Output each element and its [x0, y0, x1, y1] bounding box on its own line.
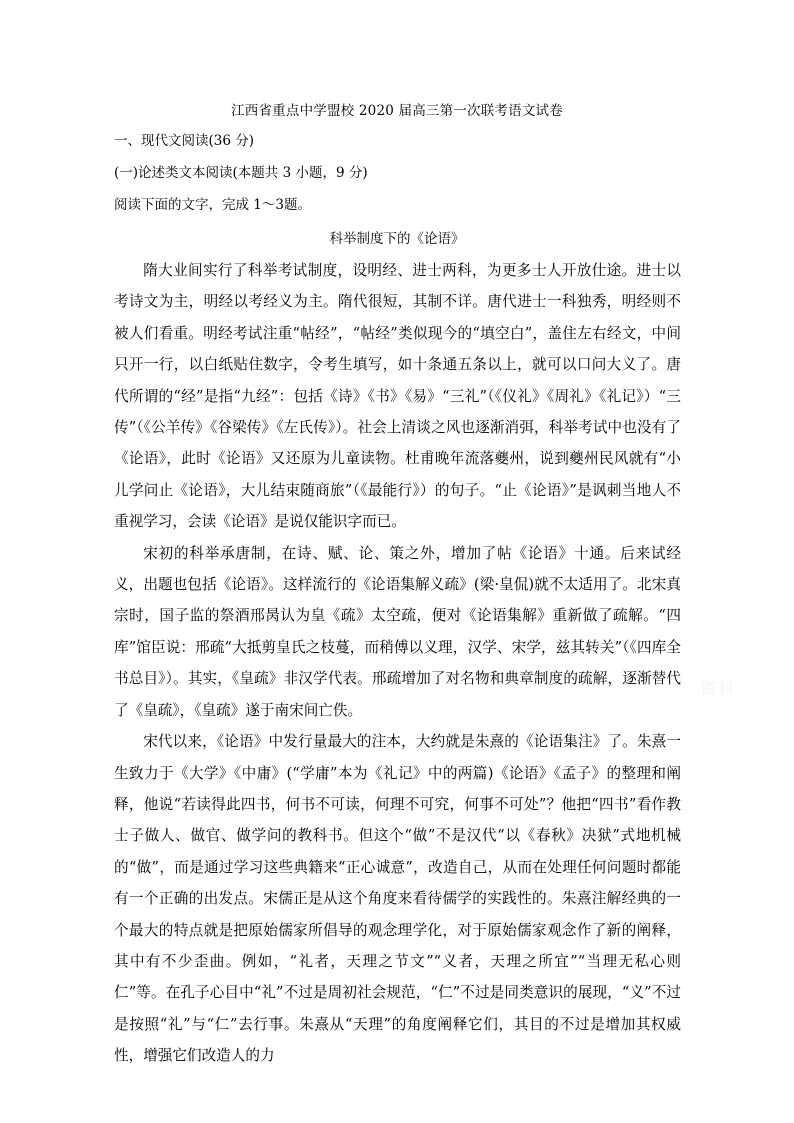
- exam-title: 江西省重点中学盟校 2020 届高三第一次联考语文试卷: [231, 103, 563, 119]
- article-body: [114, 255, 681, 1072]
- paragraph: 隋大业间实行了科举考试制度，设明经、进士两科，为更多士人开放仕途。进士以考诗文为主，明经以考经义为主。隋代很短，其制不详。唐代进士一科独秀，明经则不被人们看重。明经考试注重“帖经”，“帖经”类似现今的“填空白”，盖住左右经文，中间只开一行，以白纸贴住数字，令考生填写，如十条通五条以上，就可以口问大义了。唐代所谓的“经”是指“九经”：包括《诗》《书》《易》“三礼”（《仪礼》《周礼》《礼记》）“三传”（《公羊传》《谷梁传》《左氏传》）。社会上清谈之风也逐渐消弭，科举考试中也没有了《论语》，此时《论语》又还原为儿童读物。杜甫晚年流落夔州，说到夔州民风就有“小儿学问止《论语》，大儿结束随商旅”（《最能行》）的句子。“止《论语》”是讽刺当地人不重视学习，会读《论语》是说仅能识字而已。: [114, 262, 681, 531]
- instruction: 阅读下面的文字，完成 1～3题。: [114, 197, 311, 213]
- section-heading: 一、现代文阅读(36 分): [114, 133, 255, 149]
- watermark: 资料: [700, 679, 737, 698]
- paragraph: 宋代以来，《论语》中发行量最大的注本，大约就是朱熹的《论语集注》了。朱熹一生致力于《大学》《中庸》(“学庸”本为《礼记》中的两篇)《论语》《孟子》的整理和阐释，他说“若读得此四书，何书不可读，何理不可究，何事不可处”？他把“四书”看作教士子做人、做官、做学问的教科书。但这个“做”不是汉代“以《春秋》决狱”式地机械的“做”，而是通过学习这些典籍来“正心诚意”，改造自己，从而在处理任何问题时都能有一个正确的出发点。宋儒正是从这个角度来看待儒学的实践性的。朱熹注解经典的一个最大的特点就是把原始儒家所倡导的观念理学化，对于原始儒家观念作了新的阐释，其中有不少歪曲。例如，“礼者，天理之节文”“义者，天理之所宜”“当理无私心则仁”等。在孔子心目中“礼”不过是周初社会规范，“仁”不过是同类意识的展现，“义”不过是按照“礼”与“仁”去行事。朱熹从“天理”的角度阐释它们，其目的不过是增加其权威性，增强它们改造人的力: [114, 733, 681, 1065]
- paragraph: 宋初的科举承唐制，在诗、赋、论、策之外，增加了帖《论语》十通。后来试经义，出题也包括《论语》。这样流行的《论语集解义疏》(梁·皇侃)就不太适用了。北宋真宗时，国子监的祭酒邢昺认为皇《疏》太空疏，便对《论语集解》重新做了疏解。“四库”馆臣说：邢疏“大抵剪皇氏之枝蔓，而稍傅以义理，汉学、宋学，兹其转关”（《四库全书总目》）。其实，《皇疏》非汉学代表。邢疏增加了对名物和典章制度的疏解，逐渐替代了《皇疏》，《皇疏》遂于南宋间亡佚。: [114, 544, 681, 719]
- article-title: 科举制度下的《论语》: [329, 231, 465, 247]
- subsection-heading: (一)论述类文本阅读(本题共 3 小题，9 分): [114, 165, 368, 181]
